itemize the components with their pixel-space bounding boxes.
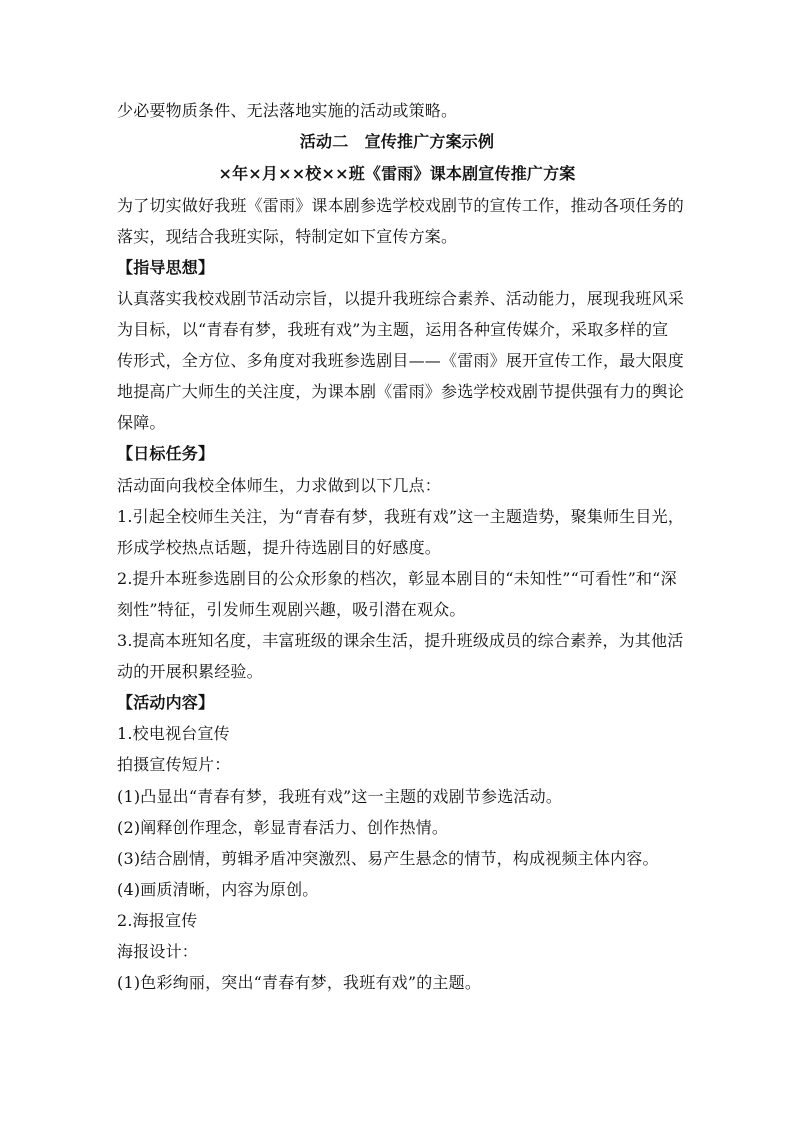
list-item-line: (4)画质清晰，内容为原创。: [117, 880, 319, 899]
list-item-line: 2.提升本班参选剧目的公众形象的档次，彰显本剧目的“未知性”“可看性”和“深: [117, 569, 677, 588]
subsection-heading: 【活动内容】: [117, 693, 215, 712]
list-item-line: (1)色彩绚丽，突出“青春有梦，我班有戏”的主题。: [117, 973, 482, 992]
list-item-line: 动的开展积累经验。: [117, 662, 263, 681]
section-heading: 活动二 宣传推广方案示例: [299, 132, 495, 151]
list-item-line: (2)阐释创作理念，彰显青春活力、创作热情。: [117, 818, 449, 837]
subsection-heading: 【指导思想】: [117, 258, 215, 277]
body-text-line: 为了切实做好我班《雷雨》课本剧参选学校戏剧节的宣传工作，推动各项任务的: [117, 196, 685, 215]
list-item-line: (1)凸显出“青春有梦，我班有戏”这一主题的戏剧节参选活动。: [117, 787, 563, 806]
body-text-line: 保障。: [117, 413, 166, 432]
body-text-line: 海报设计：: [117, 942, 199, 961]
list-item-line: 1.引起全校师生关注，为“青春有梦，我班有戏”这一主题造势，聚集师生目光，: [117, 507, 685, 526]
list-item-line: 1.校电视台宣传: [117, 724, 230, 743]
body-text-line: 拍摄宣传短片：: [117, 755, 231, 774]
body-text-line: 落实，现结合我班实际，特制定如下宣传方案。: [117, 227, 458, 246]
document-title: ×年×月××校××班《雷雨》课本剧宣传推广方案: [218, 164, 576, 183]
body-text-line: 地提高广大师生的关注度，为课本剧《雷雨》参选学校戏剧节提供强有力的舆论: [117, 382, 685, 401]
body-text-line: 少必要物质条件、无法落地实施的活动或策略。: [117, 101, 458, 120]
subsection-heading: 【日标任务】: [117, 444, 215, 463]
list-item-line: 3.提高本班知名度，丰富班级的课余生活，提升班级成员的综合素养，为其他活: [117, 631, 684, 650]
list-item-line: 刻性”特征，引发师生观剧兴趣，吸引潜在观众。: [117, 600, 466, 619]
list-item-line: 2.海报宣传: [117, 911, 198, 930]
body-text-line: 为目标，以“青春有梦，我班有戏”为主题，运用各种宣传媒介，采取多样的宣: [117, 320, 669, 339]
list-item-line: (3)结合剧情，剪辑矛盾冲突激烈、易产生悬念的情节，构成视频主体内容。: [117, 849, 659, 868]
list-item-line: 形成学校热点话题，提升待选剧目的好感度。: [117, 538, 442, 557]
body-text-line: 认真落实我校戏剧节活动宗旨，以提升我班综合素养、活动能力，展现我班风采: [117, 289, 685, 308]
body-text-line: 活动面向我校全体师生，力求做到以下几点：: [117, 476, 442, 495]
body-text-line: 传形式，全方位、多角度对我班参选剧目——《雷雨》展开宣传工作，最大限度: [117, 351, 685, 370]
